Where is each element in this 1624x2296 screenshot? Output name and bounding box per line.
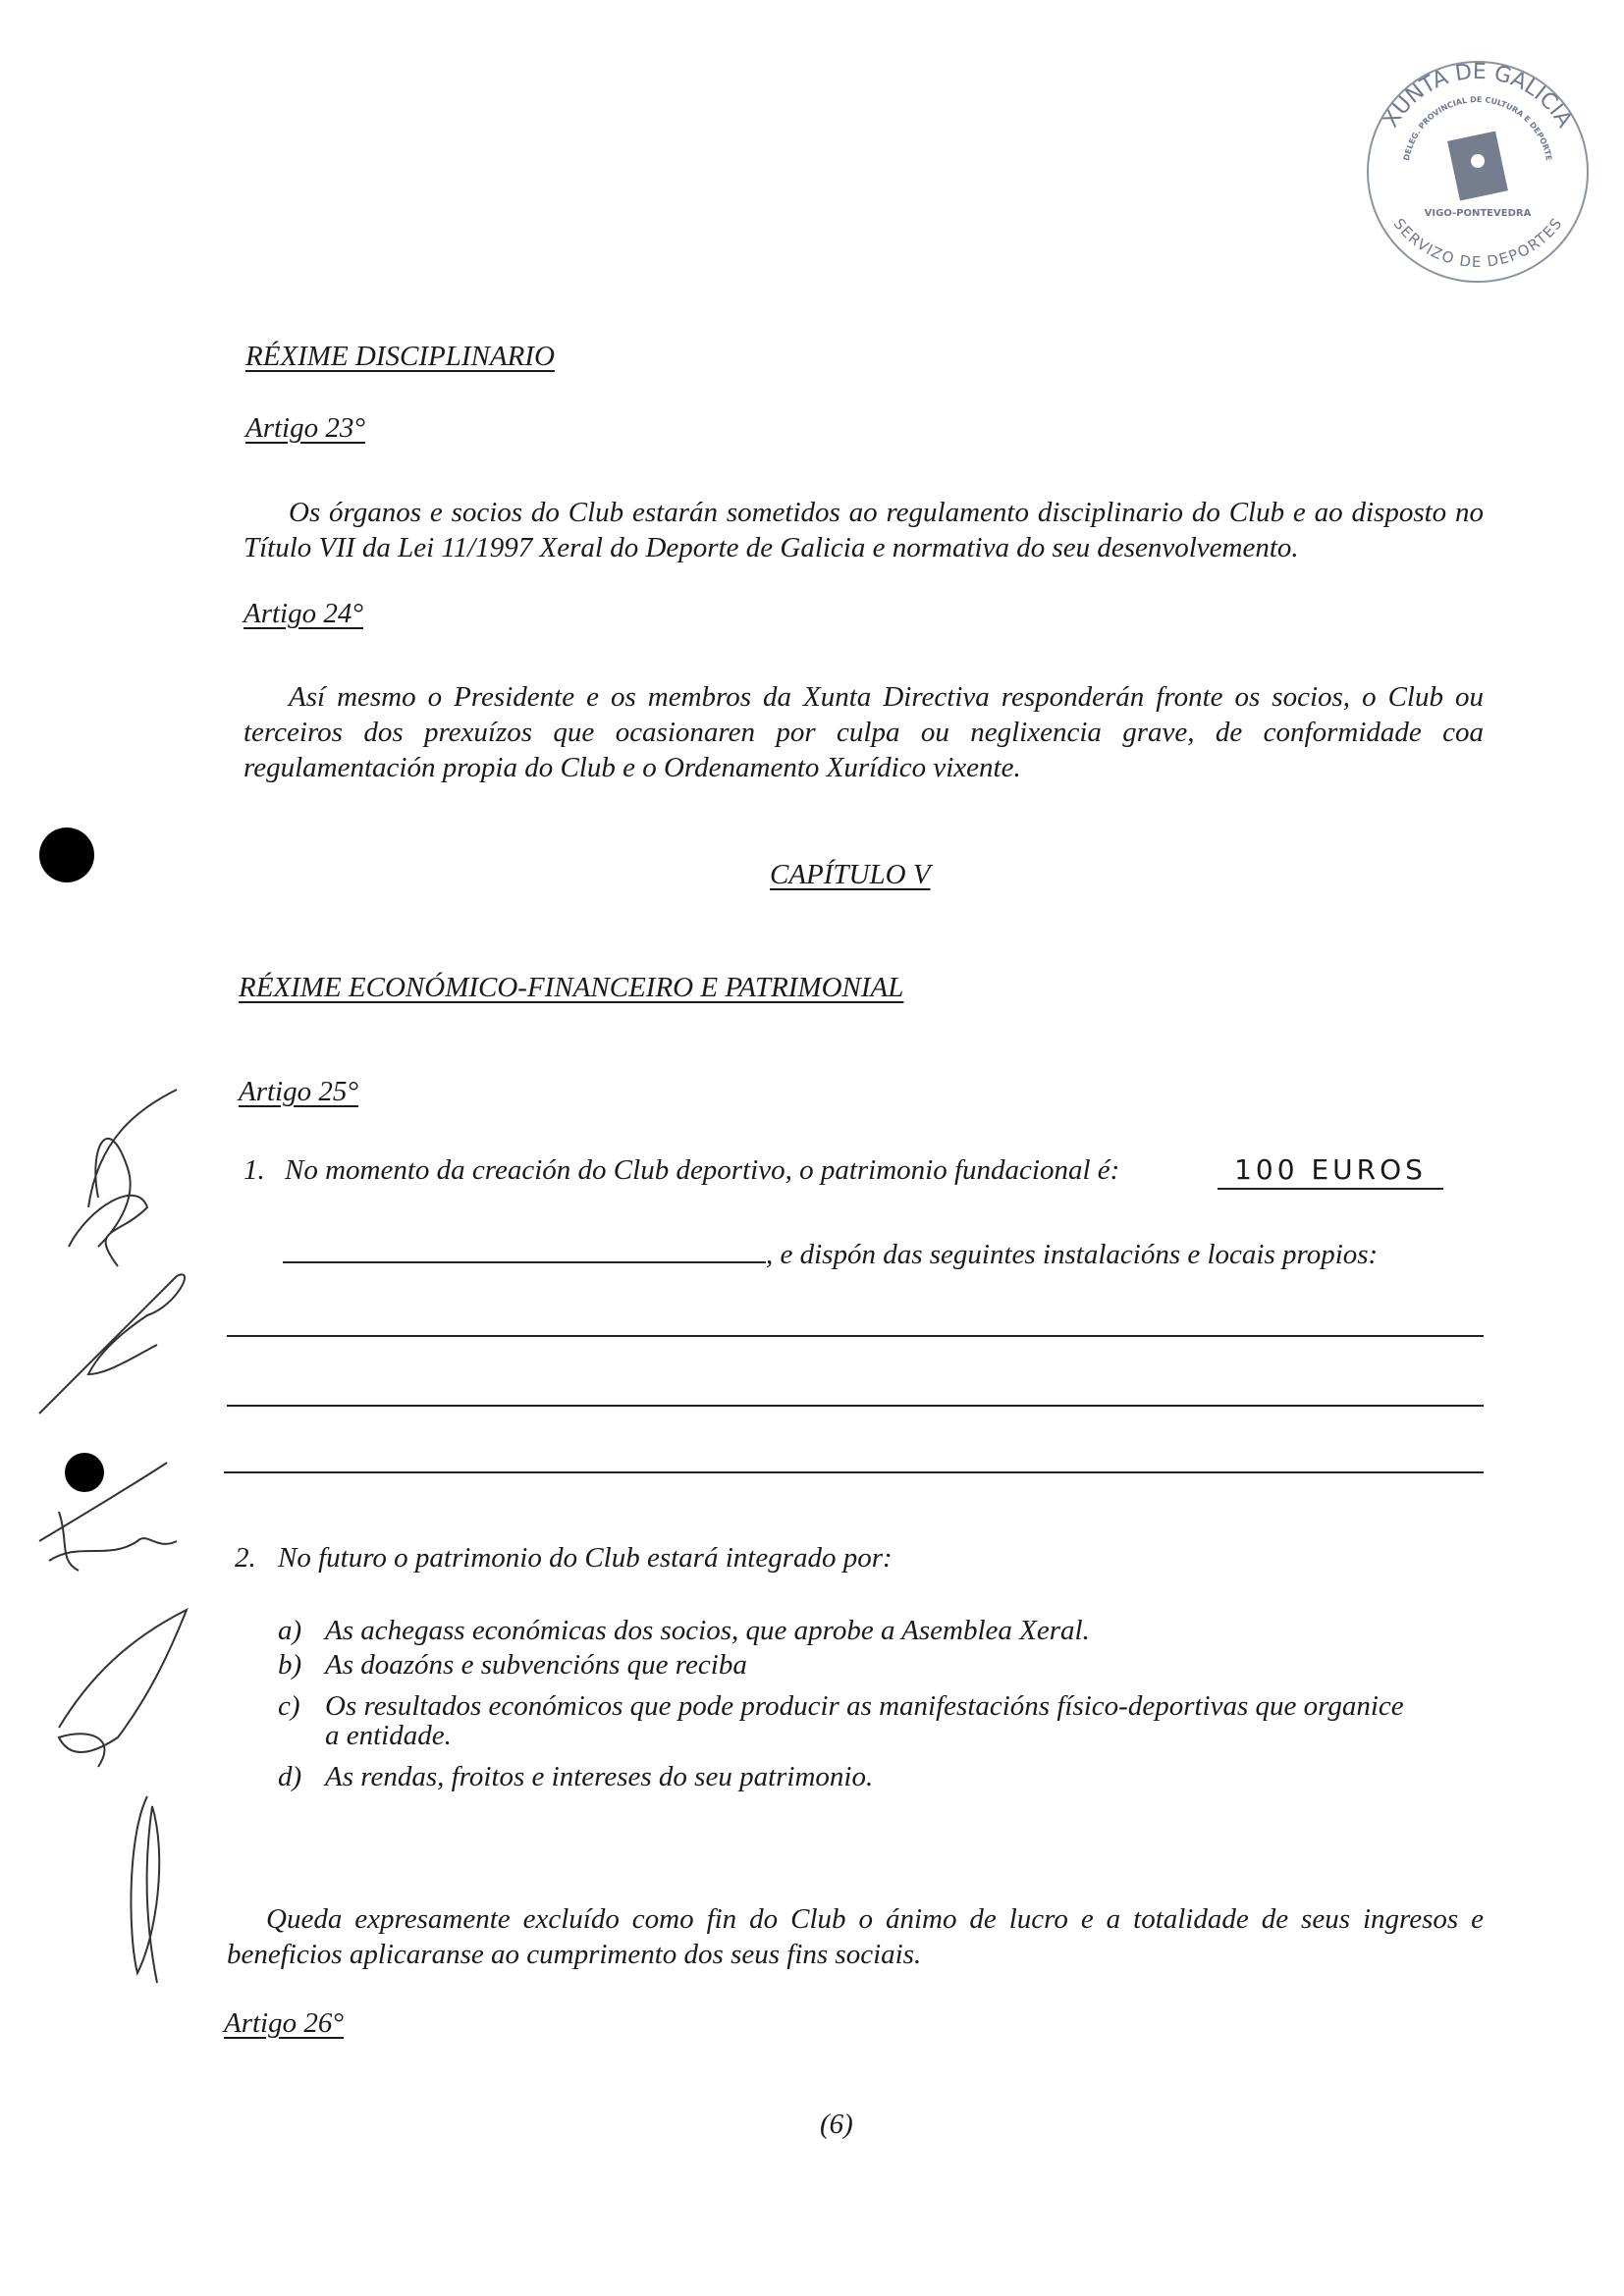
article-26-title: Artigo 26° [224,2007,344,2039]
blank-line [283,1232,766,1263]
blank-line [227,1405,1484,1407]
svg-text:DELEG. PROVINCIAL DE CULTURA E: DELEG. PROVINCIAL DE CULTURA E DEPORTE [1401,94,1554,162]
article-25-title: Artigo 25° [239,1076,358,1107]
page-number: (6) [820,2109,853,2140]
punch-hole [39,828,94,882]
section-heading-disciplinary: RÉXIME DISCIPLINARIO [245,341,555,372]
official-stamp [1365,59,1591,285]
list-marker: b) [278,1649,302,1681]
item-1-continuation-row [283,1232,1484,1272]
item-2-number: 2. [235,1542,256,1574]
list-item [278,1614,1484,1648]
list-marker: c) [278,1690,300,1722]
list-item-continuation: a entidade. [325,1720,452,1751]
list-item-text: Os resultados económicos que pode producir as manifestacións físico-deportivas que organice [325,1690,1404,1722]
blank-line [224,1471,1484,1473]
signatures [29,1050,226,1993]
article-23-title: Artigo 23° [245,412,365,444]
handwritten-patrimony-value: 100 EUROS [1218,1152,1443,1190]
list-item [278,1648,1484,1682]
item-1-number: 1. [244,1154,265,1186]
item-1-text: No momento da creación do Club deportivo, o patrimonio fundacional é: [285,1154,1120,1186]
list-item [278,1760,1484,1794]
list-item-text: As achegass económicas dos socios, que aprobe a Asemblea Xeral. [325,1615,1090,1646]
svg-text:XUNTA DE GALICIA: XUNTA DE GALICIA [1379,59,1577,133]
list-marker: a) [278,1615,302,1646]
article-24-title: Artigo 24° [244,598,363,629]
svg-text:VIGO-PONTEVEDRA: VIGO-PONTEVEDRA [1424,208,1532,219]
blank-line [227,1335,1484,1337]
list-item-text: As doazóns e subvencións que reciba [325,1649,747,1681]
list-item-text: As rendas, froitos e intereses do seu patrimonio. [325,1761,874,1792]
item-1-continuation: , e dispón das seguintes instalacións e locais propios: [766,1239,1379,1270]
list-item [278,1691,1484,1750]
article-23-text: Os órganos e socios do Club estarán sometidos ao regulamento disciplinario do Club e ao disposto no Título VII da Lei 11/1997 Xeral do Deporte de Galicia e normativa do seu desenvolvemento. [244,497,1484,563]
item-1 [244,1152,1484,1190]
list-marker: d) [278,1761,302,1792]
chapter-title: CAPÍTULO V [770,859,931,890]
item-2 [235,1540,1484,1575]
closing-paragraph: Queda expresamente excluído como fin do Club o ánimo de lucro e a totalidade de seus ingresos e beneficios aplicaranse ao cumprimento dos seus fins sociais. [227,1903,1484,1970]
article-24-text: Así mesmo o Presidente e os membros da Xunta Directiva responderán fronte os socios, o Club ou terceiros dos prexuízos que ocasionaren por culpa ou neglixencia grave, de conformidade coa regulamentación propia do Club e o Ordenamento Xurídico vixente. [244,681,1484,783]
svg-text:SERVIZO DE DEPORTES: SERVIZO DE DEPORTES [1389,215,1566,271]
item-2-text: No futuro o patrimonio do Club estará integrado por: [278,1542,893,1574]
chapter-heading: RÉXIME ECONÓMICO-FINANCEIRO E PATRIMONIAL [239,972,904,1003]
